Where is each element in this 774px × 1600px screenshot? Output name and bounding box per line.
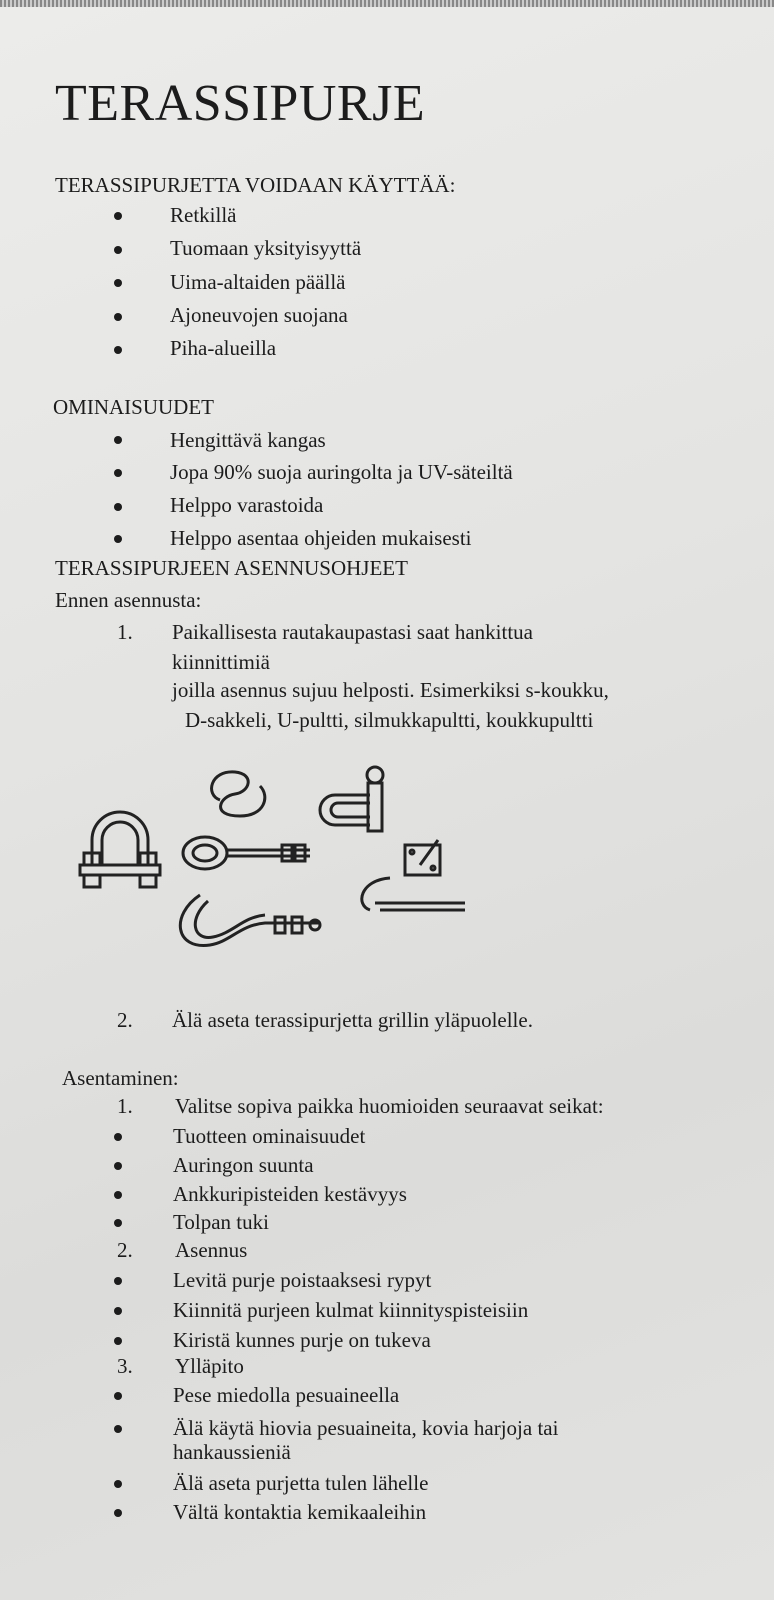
step-number: 1.	[117, 620, 133, 644]
list-item: Kiinnitä purjeen kulmat kiinnityspisteisiin	[173, 1298, 529, 1322]
step-text: joilla asennus sujuu helposti. Esimerkiksi s-koukku,	[172, 678, 609, 702]
d-shackle-icon	[320, 767, 383, 831]
s-hook-icon	[212, 772, 265, 816]
list-item: Älä käytä hiovia pesuaineita, kovia harjoja tai	[173, 1416, 559, 1440]
list-item: Levitä purje poistaaksesi rypyt	[173, 1268, 432, 1292]
list-item: Piha-alueilla	[170, 336, 277, 360]
instructions-heading: TERASSIPURJEEN ASENNUSOHJEET	[55, 556, 408, 580]
step-text: kiinnittimiä	[172, 650, 270, 674]
bullet-icon	[114, 1337, 122, 1345]
step-text: Paikallisesta rautakaupastasi saat hankittua	[172, 620, 533, 644]
list-item: hankaussieniä	[173, 1440, 291, 1464]
bullet-icon	[114, 1307, 122, 1315]
paper-edge	[0, 0, 774, 7]
step-number: 3.	[117, 1354, 133, 1378]
list-item: Tolpan tuki	[173, 1210, 269, 1234]
bullet-icon	[114, 246, 122, 254]
bullet-icon	[114, 535, 122, 543]
bullet-icon	[114, 313, 122, 321]
step-number: 1.	[117, 1094, 133, 1118]
bullet-icon	[114, 503, 122, 511]
list-item: Helppo asentaa ohjeiden mukaisesti	[170, 526, 472, 550]
document-title: TERASSIPURJE	[55, 75, 426, 132]
bullet-icon	[114, 1425, 122, 1433]
list-item: Älä aseta purjetta tulen lähelle	[173, 1471, 429, 1495]
bullet-icon	[114, 279, 122, 287]
bullet-icon	[114, 212, 122, 220]
list-item: Hengittävä kangas	[170, 428, 326, 452]
eye-bolt-icon	[183, 837, 310, 869]
hardware-illustration	[70, 755, 490, 970]
before-heading: Ennen asennusta:	[55, 588, 202, 612]
list-item: Pese miedolla pesuaineella	[173, 1383, 400, 1407]
list-item: Vältä kontaktia kemikaaleihin	[173, 1500, 427, 1524]
bullet-icon	[114, 436, 122, 444]
step-text: Älä aseta terassipurjetta grillin yläpuolelle.	[172, 1008, 533, 1032]
bullet-icon	[114, 1277, 122, 1285]
bullet-icon	[114, 1219, 122, 1227]
bullet-icon	[114, 1191, 122, 1199]
bullet-icon	[114, 1509, 122, 1517]
step-text: Ylläpito	[175, 1354, 244, 1378]
hook-bolt-icon	[180, 895, 320, 945]
u-bolt-icon	[80, 812, 160, 887]
step-number: 2.	[117, 1008, 133, 1032]
list-item: Retkillä	[170, 203, 237, 227]
list-item: Helppo varastoida	[170, 493, 324, 517]
bullet-icon	[114, 469, 122, 477]
features-heading: OMINAISUUDET	[53, 395, 214, 419]
list-item: Kiristä kunnes purje on tukeva	[173, 1328, 431, 1352]
list-item: Auringon suunta	[173, 1153, 314, 1177]
bullet-icon	[114, 346, 122, 354]
step-text: Valitse sopiva paikka huomioiden seuraavat seikat:	[175, 1094, 604, 1118]
list-item: Tuotteen ominaisuudet	[173, 1124, 366, 1148]
uses-heading: TERASSIPURJETTA VOIDAAN KÄYTTÄÄ:	[55, 173, 456, 197]
list-item: Uima-altaiden päällä	[170, 270, 346, 294]
list-item: Ajoneuvojen suojana	[170, 303, 348, 327]
step-text: Asennus	[175, 1238, 248, 1262]
wall-hook-icon	[362, 840, 465, 910]
step-number: 2.	[117, 1238, 133, 1262]
install-heading: Asentaminen:	[62, 1066, 179, 1090]
list-item: Ankkuripisteiden kestävyys	[173, 1182, 407, 1206]
bullet-icon	[114, 1480, 122, 1488]
step-text: D-sakkeli, U-pultti, silmukkapultti, koukkupultti	[185, 708, 594, 732]
list-item: Jopa 90% suoja auringolta ja UV-säteiltä	[170, 460, 513, 484]
bullet-icon	[114, 1162, 122, 1170]
bullet-icon	[114, 1392, 122, 1400]
list-item: Tuomaan yksityisyyttä	[170, 236, 362, 260]
bullet-icon	[114, 1133, 122, 1141]
